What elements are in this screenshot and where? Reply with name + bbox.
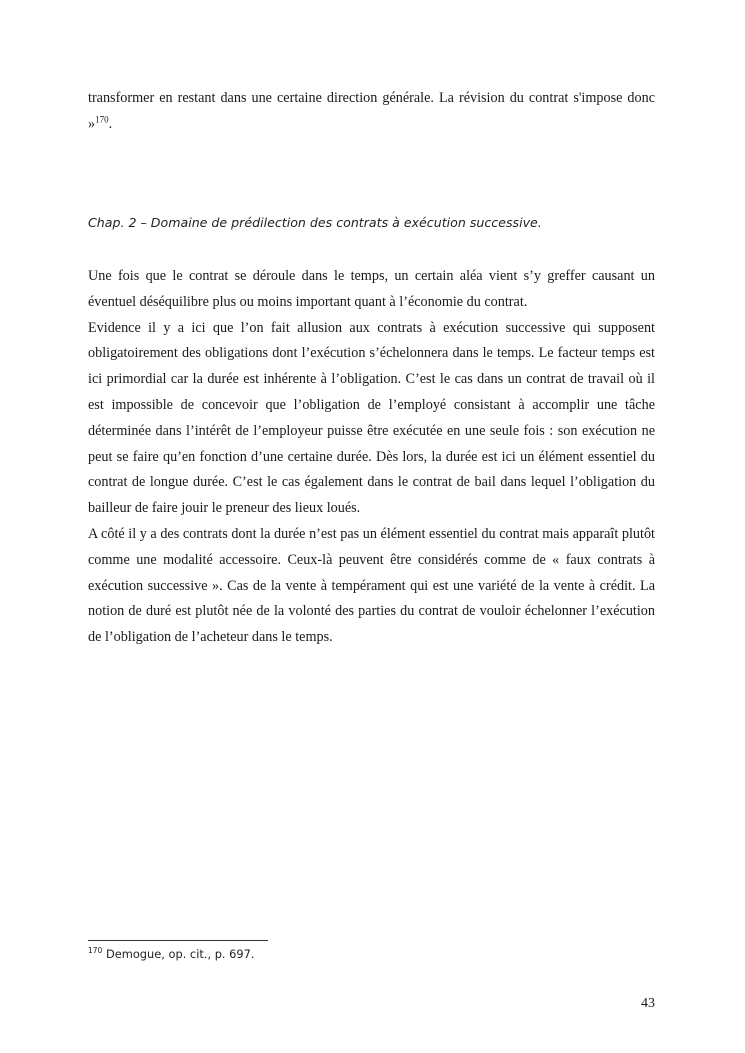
body-paragraph: Une fois que le contrat se déroule dans le temps, un certain aléa vient s’y greffer causant un éventuel déséquilibre plus ou moins important quant à l’économie du contrat. [88,268,655,310]
footnote-reference[interactable]: 170 [95,114,109,125]
footnote [88,947,255,961]
intro-paragraph [88,86,655,138]
intro-end: . [108,115,113,132]
page-number: 43 [641,996,655,1011]
footnote-divider [88,940,268,941]
footnote-number: 170 [88,946,103,956]
footnote-text: Demogue, op. cit., p. 697. [102,947,255,961]
chapter-heading: Chap. 2 – Domaine de prédilection des contrats à exécution successive. [88,215,542,230]
intro-text: transformer en restant dans une certaine direction générale. La révision du contrat s'impose donc » [88,90,655,132]
body-paragraph: A côté il y a des contrats dont la durée n’est pas un élément essentiel du contrat mais apparaît plutôt comme une modalité accessoire. Ceux-là peuvent être considérés comme de « faux contrats à exécution successive ». Cas de la vente à tempérament qui est une variété de la vente à crédit. La notion de duré est plutôt née de la volonté des parties du contrat de vouloir échelonner l’exécution de l’obligation de l’acheteur dans le temps. [88,525,655,646]
body-paragraph: Evidence il y a ici que l’on fait allusion aux contrats à exécution successive qui supposent obligatoirement des obligations dont l’exécution s’échelonnera dans le temps. Le facteur temps est ici primordial car la durée est inhérente à l’obligation. C’est le cas dans un contrat de travail où il est impossible de concevoir que l’obligation de l’employé consistant à accomplir une tâche déterminée dans l’intérêt de l’employeur puisse être exécutée en une seule fois : son exécution ne peut se faire qu’en fonction d’une certaine durée. Dès lors, la durée est ici un élément essentiel du contrat de longue durée. C’est le cas également dans le contrat de bail dans lequel l’obligation du bailleur de faire jouir le preneur des lieux loués. [88,319,655,517]
body-text [88,264,655,651]
